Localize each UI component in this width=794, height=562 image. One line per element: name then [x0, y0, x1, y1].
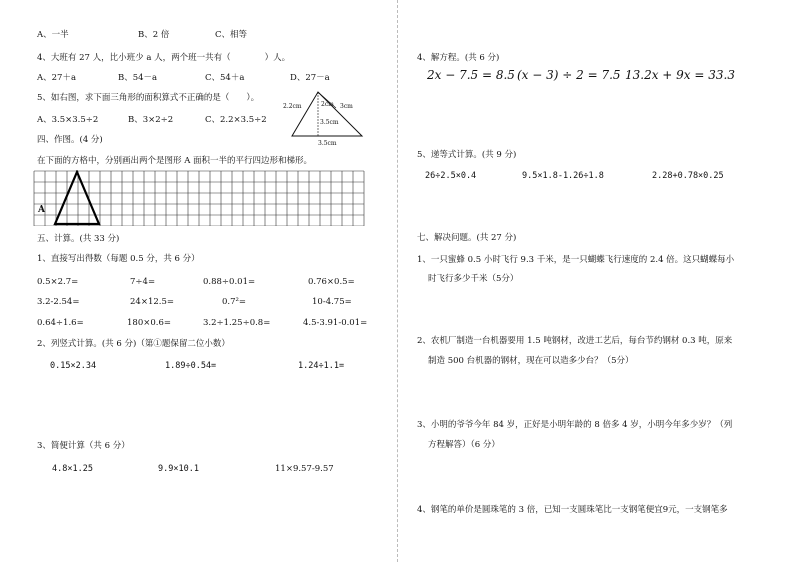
simple-item: 4.8×1.25	[52, 464, 93, 474]
equation-item: 2x − 7.5 = 8.5	[427, 68, 515, 82]
stepwise-title: 5、递等式计算。(共 9 分)	[417, 150, 517, 160]
problem1-line2: 时飞行多少千米（5分）	[428, 274, 519, 284]
direct-cell: 24×12.5=	[130, 297, 174, 307]
problem3-line2: 方程解答）（6 分）	[428, 440, 500, 450]
q5-option-a: A、3.5×3.5÷2	[37, 115, 99, 125]
q3-option-c: C、相等	[215, 30, 248, 40]
q4-option-a: A、27＋a	[37, 73, 77, 83]
calc3-title: 3、简便计算（共 6 分）	[37, 441, 130, 451]
problem4-line1: 4、钢笔的单价是圆珠笔的 3 倍，已知一支圆珠笔比一支钢笔便宜9元，一支钢笔多	[417, 505, 728, 515]
problem3-line1: 3、小明的爷爷今年 84 岁，正好是小明年龄的 8 倍多 4 岁，小明今年多少岁？（列	[417, 420, 733, 430]
q5-question: 5、如右图，求下面三角形的面积算式不正确的是（ ）。	[37, 93, 260, 103]
shape-a-triangle	[33, 170, 369, 226]
triangle-label-height: 2cm	[321, 101, 334, 108]
q5-option-b: B、3×2÷2	[128, 115, 174, 125]
simple-item: 11×9.57-9.57	[275, 464, 334, 474]
vertical-item: 1.89÷0.54=	[165, 361, 217, 371]
direct-cell: 3.2-2.54=	[37, 297, 80, 307]
direct-cell: 0.64÷1.6=	[37, 318, 84, 328]
direct-cell: 7÷4=	[130, 277, 156, 287]
direct-cell: 180×0.6=	[127, 318, 171, 328]
solve-equation-title: 4、解方程。(共 6 分)	[417, 53, 500, 63]
q5-option-c: C、2.2×3.5÷2	[205, 115, 267, 125]
triangle-label-base: 3.5cm	[318, 140, 337, 147]
shape-a-label: A	[38, 205, 45, 215]
section4-desc: 在下面的方格中，分别画出两个是图形 A 面积一半的平行四边形和梯形。	[37, 156, 313, 166]
calc1-title: 1、直接写出得数（每题 0.5 分，共 6 分）	[37, 254, 200, 264]
direct-cell: 10-4.75=	[312, 297, 352, 307]
equation-item: (x − 3) ÷ 2 = 7.5	[517, 68, 621, 82]
q4-option-c: C、54＋a	[205, 73, 245, 83]
direct-cell: 0.5×2.7=	[37, 277, 79, 287]
problem2-line2: 制造 500 台机器的钢材，现在可以造多少台？（5分）	[428, 356, 634, 366]
q3-option-b: B、2 倍	[138, 30, 170, 40]
stepwise-item: 2.28+0.78×0.25	[652, 171, 724, 181]
section5-title: 五、计算。(共 33 分)	[37, 234, 120, 244]
direct-cell: 3.2÷1.25÷0.8=	[203, 318, 271, 328]
section7-title: 七、解决问题。(共 27 分)	[417, 233, 517, 243]
stepwise-item: 26÷2.5×0.4	[425, 171, 477, 181]
q3-option-a: A、一半	[37, 30, 69, 40]
column-divider	[397, 0, 398, 562]
q4-question: 4、大班有 27 人，比小班少 a 人，两个班一共有（ ）人。	[37, 53, 291, 63]
direct-cell: 0.88÷0.01=	[203, 277, 256, 287]
stepwise-item: 9.5×1.8-1.26÷1.8	[522, 171, 604, 181]
q4-option-d: D、27－a	[290, 73, 330, 83]
problem1-line1: 1、一只蜜蜂 0.5 小时飞行 9.3 千米，是一只蝴蝶飞行速度的 2.4 倍。这只蝴蝶每小	[417, 255, 735, 265]
calc2-title: 2、列竖式计算。(共 6 分)（第①题保留二位小数）	[37, 339, 230, 349]
vertical-item: 1.24÷1.1=	[298, 361, 345, 371]
triangle-label-mid: 3.5cm	[320, 119, 339, 126]
vertical-item: 0.15×2.34	[50, 361, 97, 371]
problem2-line1: 2、农机厂制造一台机器要用 1.5 吨钢材，改进工艺后，每台节约钢材 0.3 吨，原来	[417, 336, 733, 346]
equation-item: 13.2x + 9x = 33.3	[625, 68, 735, 82]
triangle-label-right: 3cm	[340, 103, 353, 110]
triangle-label-left: 2.2cm	[283, 103, 302, 110]
direct-cell: 0.7²=	[222, 297, 247, 307]
direct-cell: 0.76×0.5=	[308, 277, 355, 287]
direct-cell: 4.5-3.91-0.01=	[303, 318, 368, 328]
q4-option-b: B、54－a	[118, 73, 158, 83]
section4-title: 四、作图。(4 分)	[37, 135, 103, 145]
simple-item: 9.9×10.1	[158, 464, 199, 474]
